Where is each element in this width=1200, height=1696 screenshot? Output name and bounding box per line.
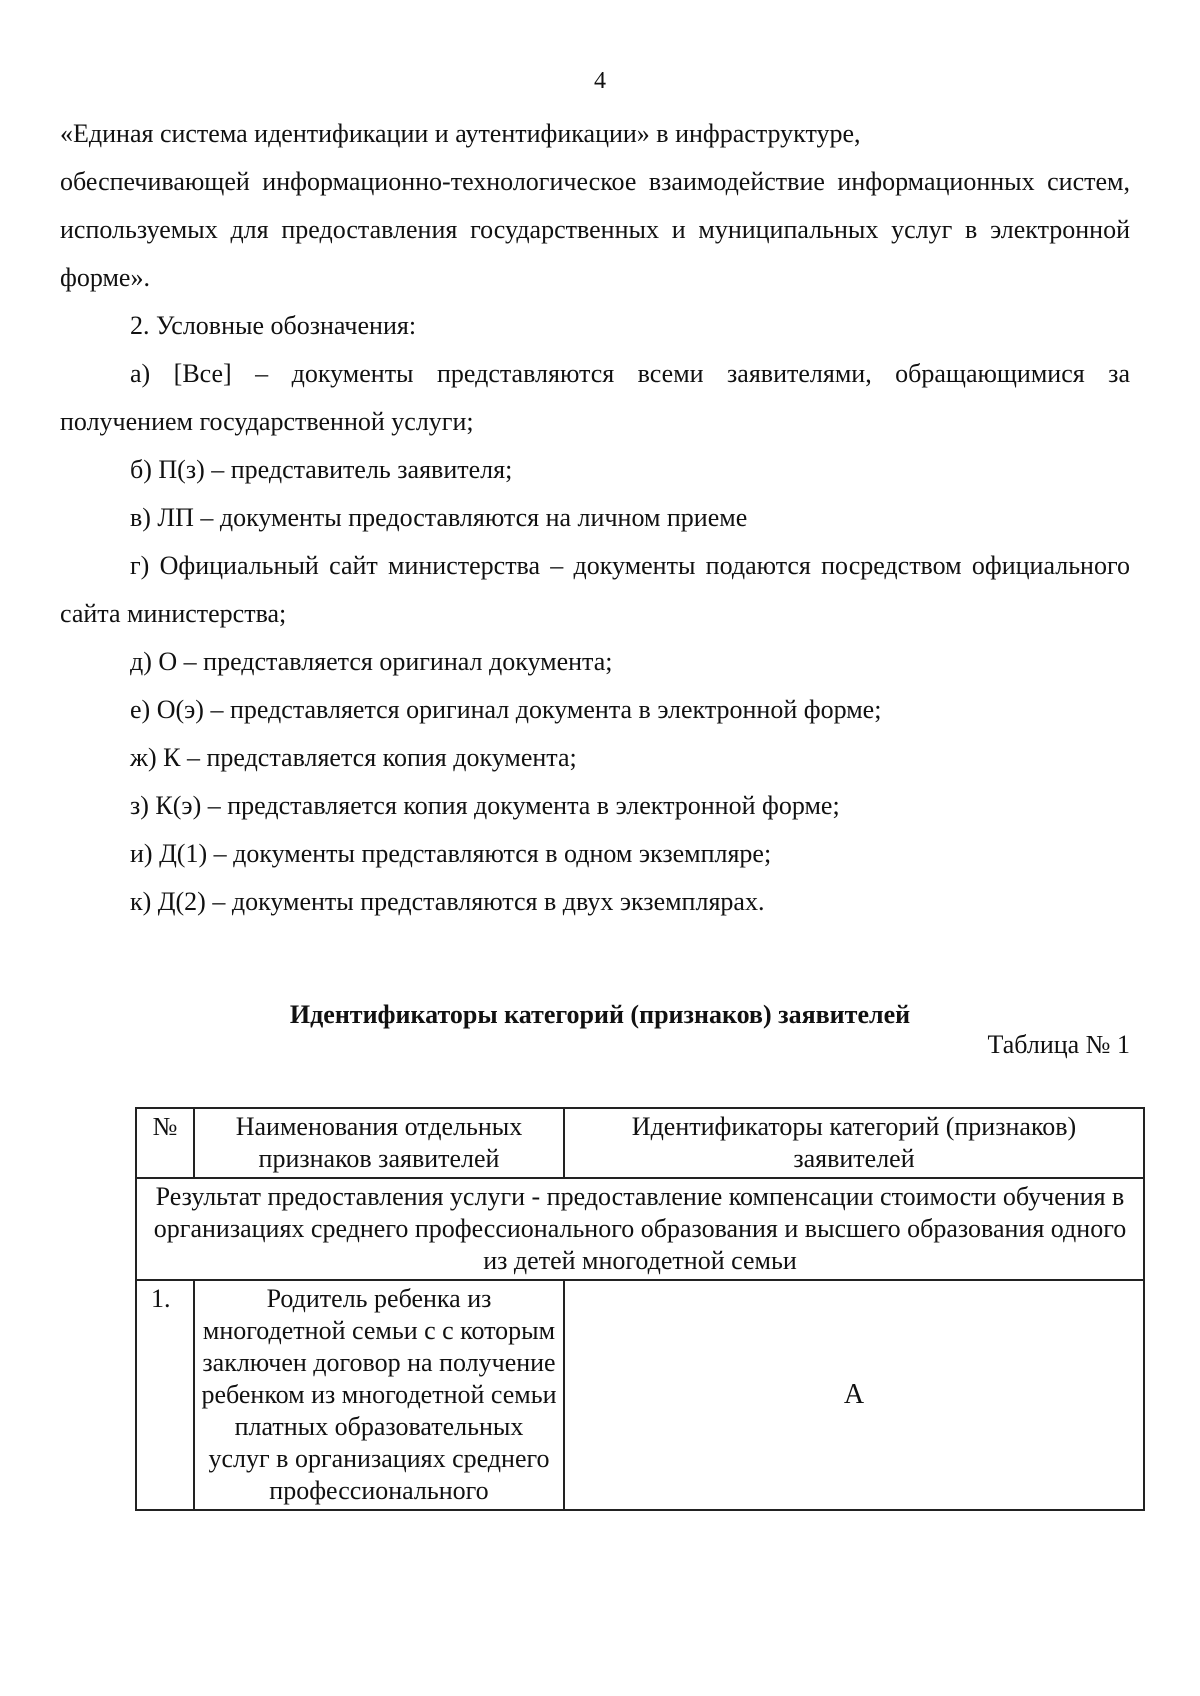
legend-item-zh: ж) К – представляется копия документа; bbox=[130, 743, 577, 772]
document-body bbox=[60, 110, 1130, 926]
legend-item-g: г) Официальный сайт министерства – документы подаются посредством официального сайта министерства; bbox=[60, 551, 1130, 628]
legend-item-d: д) О – представляется оригинал документа; bbox=[130, 647, 613, 676]
legend-item-a: а) [Все] – документы представляются всеми заявителями, обращающимися за получением государственной услуги; bbox=[60, 359, 1130, 436]
legend-item-z: з) К(э) – представляется копия документа в электронной форме; bbox=[130, 791, 840, 820]
row-category-identifier: А bbox=[564, 1280, 1144, 1510]
header-feature-names: Наименования отдельных признаков заявителей bbox=[194, 1108, 564, 1178]
header-number: № bbox=[136, 1108, 194, 1178]
legend-item-v: в) ЛП – документы предоставляются на личном приеме bbox=[130, 503, 748, 532]
table-label: Таблица № 1 bbox=[987, 1030, 1130, 1059]
table-header-row bbox=[136, 1108, 1144, 1178]
legend-item-i: и) Д(1) – документы представляются в одном экземпляре; bbox=[130, 839, 772, 868]
legend-item-k: к) Д(2) – документы представляются в двух экземплярах. bbox=[130, 887, 765, 916]
header-category-identifiers: Идентификаторы категорий (признаков) заявителей bbox=[564, 1108, 1144, 1178]
legend-title: 2. Условные обозначения: bbox=[130, 311, 417, 340]
legend-item-b: б) П(з) – представитель заявителя; bbox=[130, 455, 513, 484]
service-result-text: Результат предоставления услуги - предоставление компенсации стоимости обучения в организациях среднего профессионального образования и высшего образования одного из детей многодетной семьи bbox=[136, 1178, 1144, 1280]
legend-item-e: е) О(э) – представляется оригинал документа в электронной форме; bbox=[130, 695, 882, 724]
page-number: 4 bbox=[594, 68, 606, 94]
applicant-identifiers-table bbox=[135, 1107, 1145, 1511]
table-row bbox=[136, 1280, 1144, 1510]
intro-line-1: «Единая система идентификации и аутентификации» в инфраструктуре, bbox=[60, 119, 861, 148]
intro-line-2: обеспечивающей информационно-технологическое взаимодействие информационных систем, используемых для предоставления государственных и муниципальных услуг в электронной форме». bbox=[60, 167, 1130, 292]
section-title: Идентификаторы категорий (признаков) заявителей bbox=[289, 1000, 911, 1029]
row-feature-name: Родитель ребенка из многодетной семьи с с которым заключен договор на получение ребенком из многодетной семьи платных образовательных услуг в организациях среднего профессионального bbox=[194, 1280, 564, 1510]
service-result-row bbox=[136, 1178, 1144, 1280]
row-number: 1. bbox=[136, 1280, 194, 1510]
